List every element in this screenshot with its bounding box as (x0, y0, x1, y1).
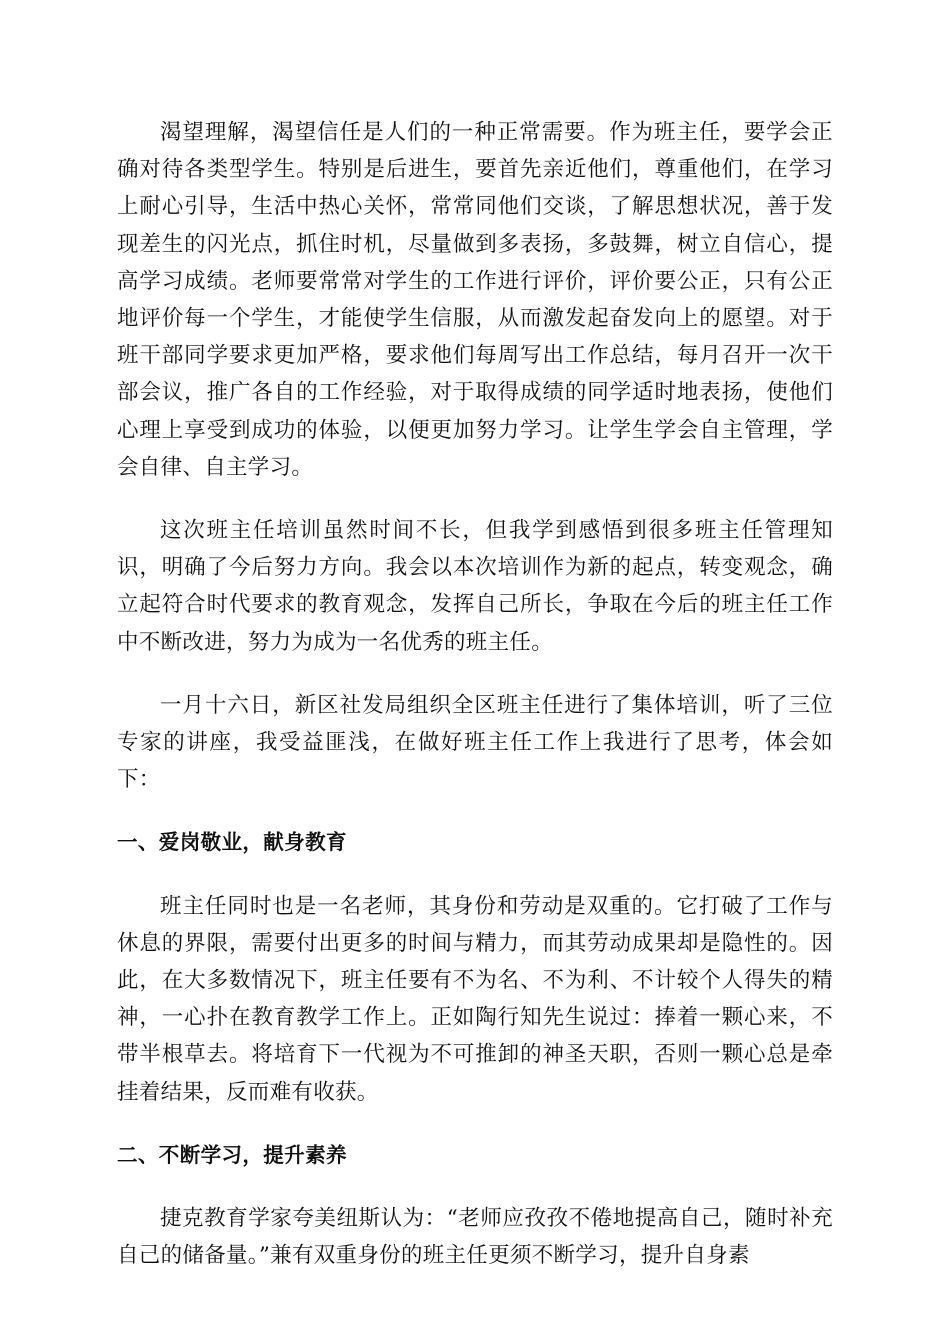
paragraph-understanding-trust: 渴望理解，渴望信任是人们的一种正常需要。作为班主任，要学会正确对待各类型学生。特别是后进生，要首先亲近他们，尊重他们，在学习上耐心引导，生活中热心关怀，常常同他们交谈，了解思想状况，善于发现差生的闪光点，抓住时机，尽量做到多表扬，多鼓舞，树立自信心，提高学习成绩。老师要常常对学生的工作进行评价，评价要公正，只有公正地评价每一个学生，才能使学生信服，从而激发起奋发向上的愿望。对于班干部同学要求更加严格，要求他们每周写出工作总结，每月召开一次干部会议，推广各自的工作经验，对于取得成绩的同学适时地表扬，使他们心理上享受到成功的体验，以便更加努力学习。让学生学会自主管理，学会自律、自主学习。 (117, 120, 833, 480)
paragraph-training-summary: 这次班主任培训虽然时间不长，但我学到感悟到很多班主任管理知识，明确了今后努力方向。我会以本次培训作为新的起点，转变观念，确立起符合时代要求的教育观念，发挥自己所长，争取在今后的班主任工作中不断改进，努力为成为一名优秀的班主任。 (117, 518, 833, 655)
paragraph-dedication: 班主任同时也是一名老师，其身份和劳动是双重的。它打破了工作与休息的界限，需要付出更多的时间与精力，而其劳动成果却是隐性的。因此，在大多数情况下，班主任要有不为名、不为利、不计较个人得失的精神，一心扑在教育教学工作上。正如陶行知先生说过：捧着一颗心来，不带半根草去。将培育下一代视为不可推卸的神圣天职，否则一颗心总是牵挂着结果，反而难有收获。 (117, 893, 833, 1105)
paragraph-gap (117, 1174, 833, 1200)
paragraph-training-intro: 一月十六日，新区社发局组织全区班主任进行了集体培训，听了三位专家的讲座，我受益匪浅，在做好班主任工作上我进行了思考，体会如下： (117, 692, 833, 793)
section-heading-dedication: 一、爱岗敬业，献身教育 (117, 830, 347, 855)
paragraph-gap (117, 1111, 833, 1137)
paragraph-learning: 捷克教育学家夸美纽斯认为：“老师应孜孜不倦地提高自己，随时补充自己的储备量。”兼有双重身份的班主任更须不断学习，提升自身素 (117, 1206, 833, 1269)
paragraph-gap (117, 661, 833, 687)
paragraph-gap (117, 862, 833, 888)
paragraph-gap (117, 486, 833, 512)
section-heading-learning: 二、不断学习，提升素养 (117, 1142, 347, 1167)
paragraph-gap (117, 798, 833, 824)
document-body (117, 114, 833, 1274)
